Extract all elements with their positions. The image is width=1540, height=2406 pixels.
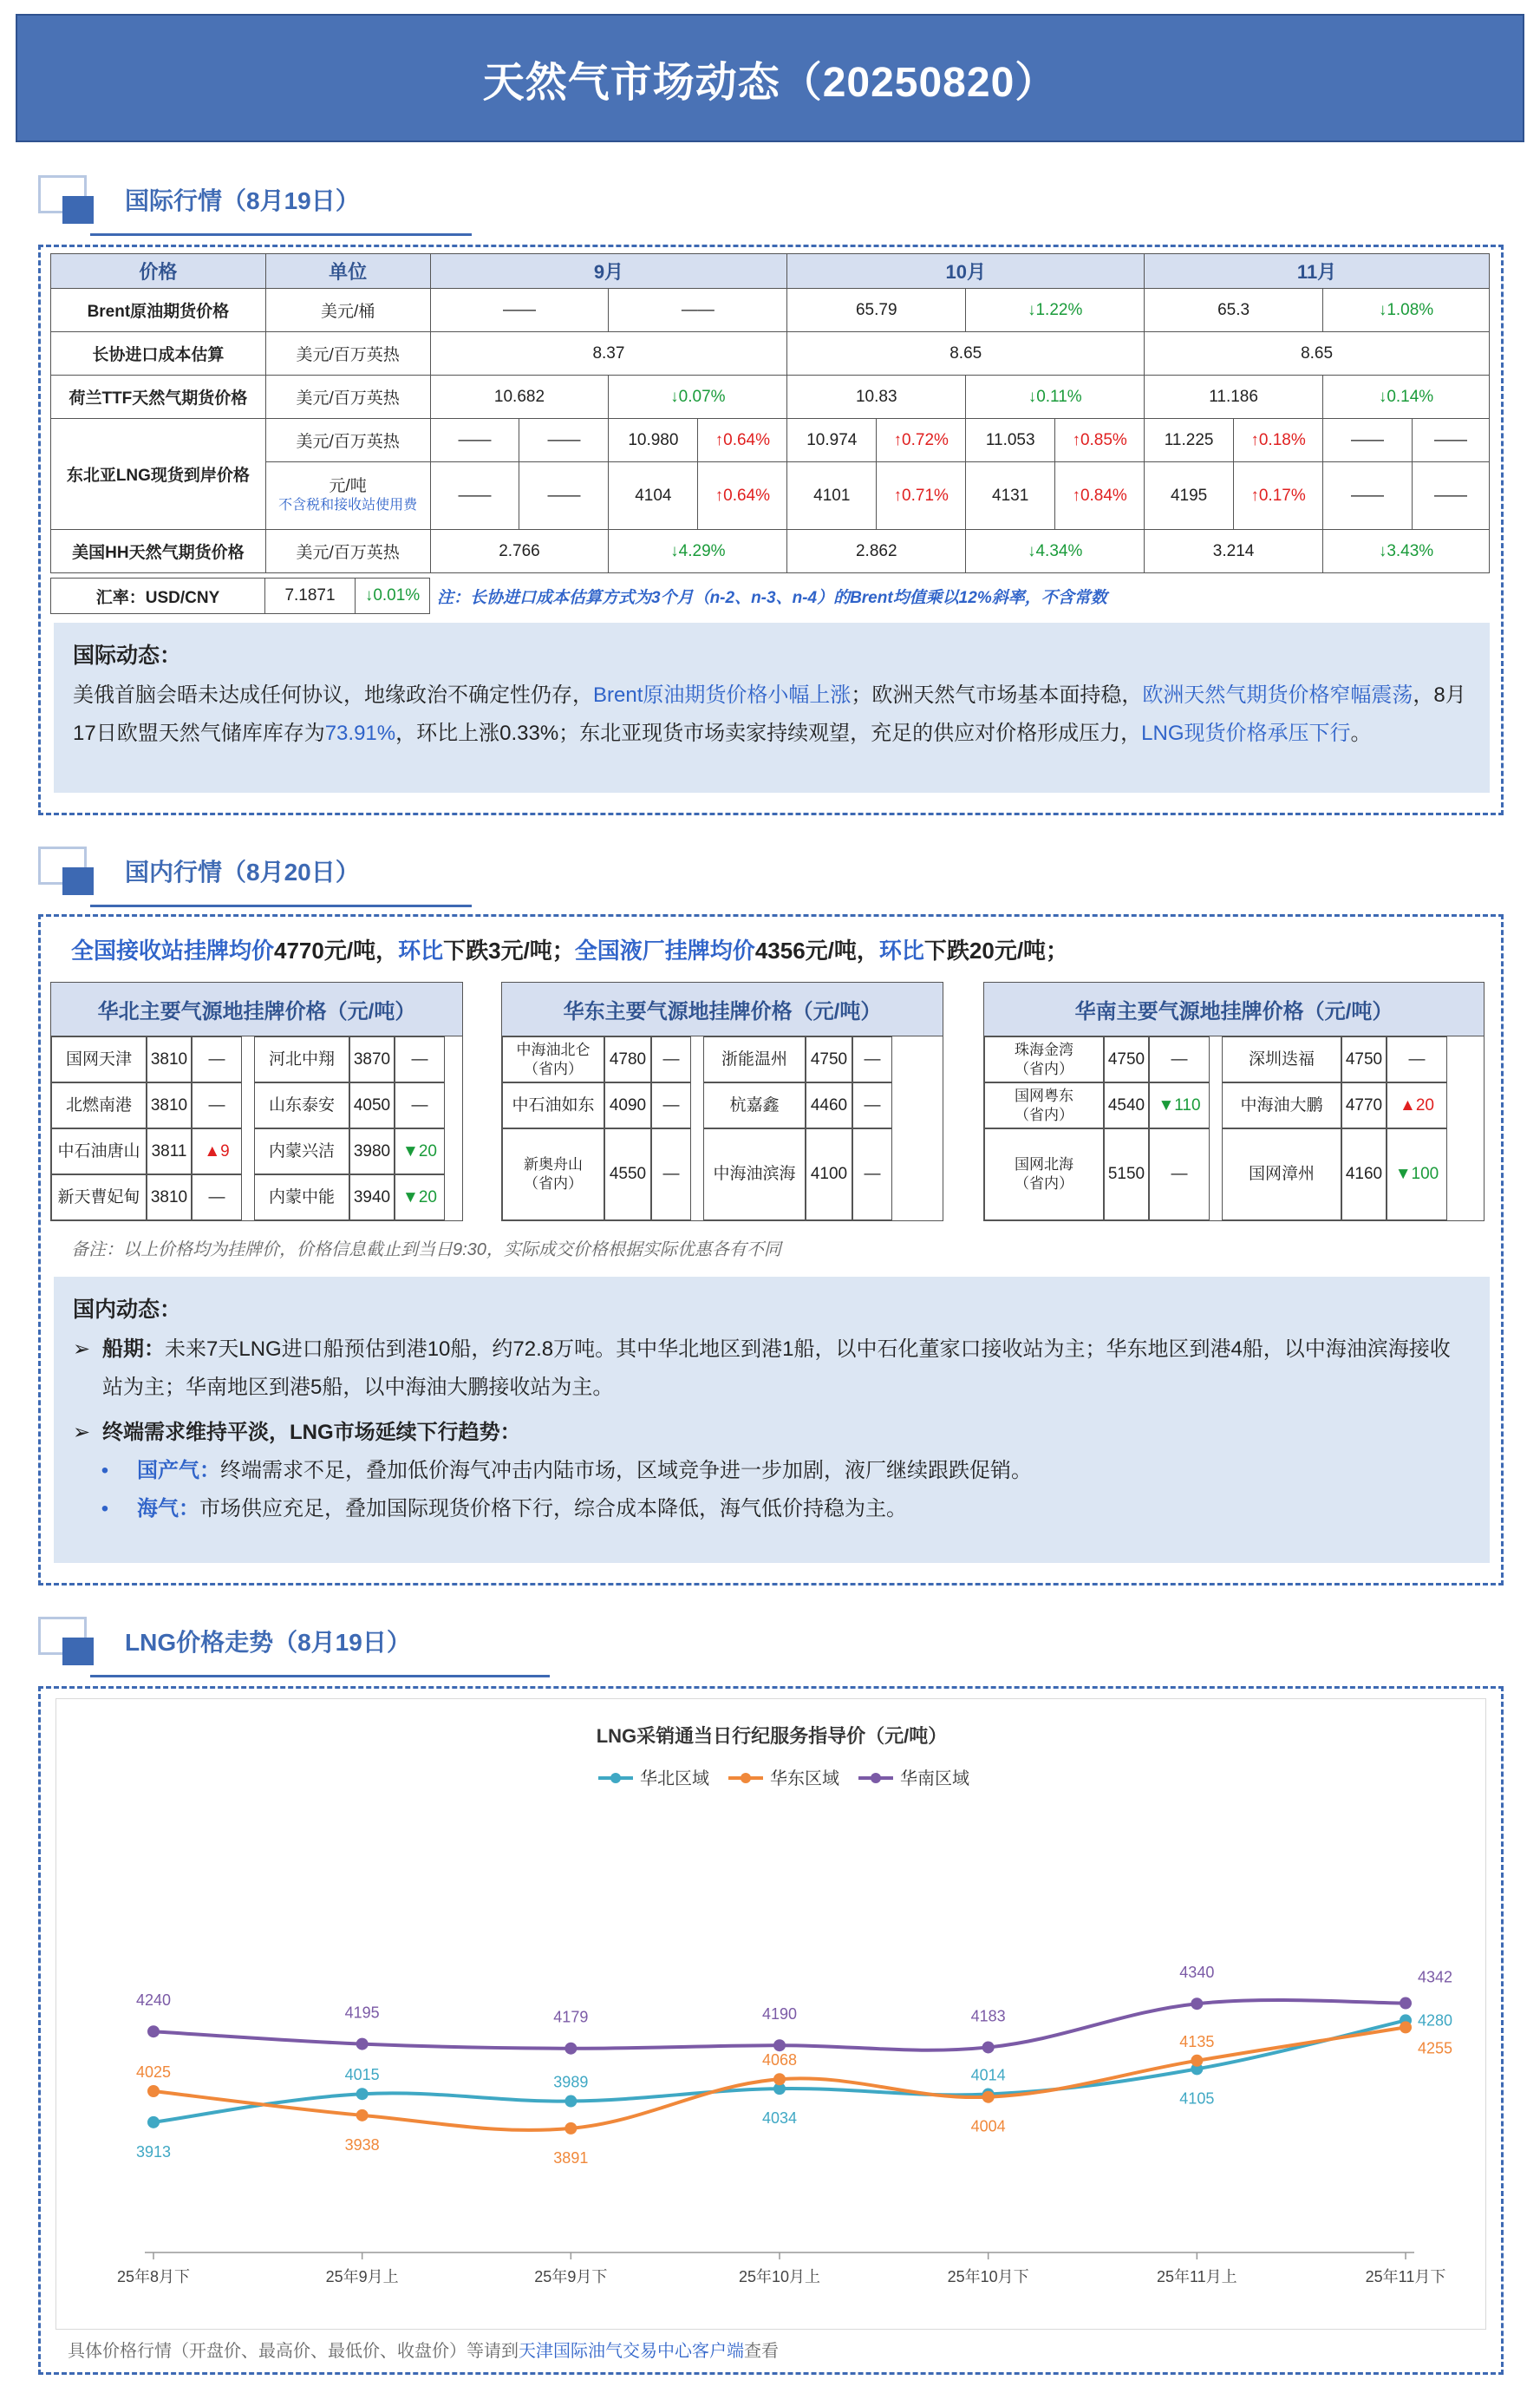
- change-cell: —: [192, 1082, 242, 1128]
- intl-news-head: 国际动态：: [73, 644, 182, 668]
- lng-price-chart: [56, 1699, 1487, 2331]
- unit-cell: [265, 462, 430, 530]
- chart-container: [55, 1698, 1486, 2330]
- bullet-body: 未来7天LNG进口船预估到港10船，约72.8万吨。其中华北地区到港1船，以中石化董家口接收站为主；华东地区到港4船，以中海油滨海接收站为主；华南地区到港5船，以中海油大鹏接收站为主。: [102, 1337, 1451, 1399]
- data-point: [982, 2091, 995, 2103]
- decor-square-filled: [62, 1638, 94, 1665]
- value-cell: 4101: [787, 462, 877, 530]
- unit-cell: 美元/百万英热: [265, 530, 430, 573]
- region-south-table: [983, 982, 1485, 1221]
- price-cell: 4160: [1341, 1128, 1387, 1220]
- change-cell: ↓4.34%: [966, 530, 1145, 573]
- x-tick-label: 25年9月上: [325, 2268, 399, 2285]
- x-tick-label: 25年11月上: [1156, 2268, 1237, 2285]
- data-point: [564, 2043, 577, 2055]
- value-cell: ——: [1323, 462, 1413, 530]
- data-point: [147, 2085, 160, 2097]
- summary-seg: 环比: [878, 938, 924, 964]
- change-cell: —: [1149, 1128, 1210, 1220]
- data-label: 3938: [344, 2135, 380, 2154]
- summary-seg: 环比: [398, 938, 444, 964]
- data-point: [356, 2038, 369, 2050]
- value-cell: ——: [1412, 419, 1489, 462]
- value-cell: 11.053: [966, 419, 1055, 462]
- data-point: [1191, 1997, 1203, 2010]
- change-cell: ↓4.29%: [609, 530, 787, 573]
- summary-seg: 全国液厂挂牌均价: [574, 938, 755, 964]
- section-header-domestic: [38, 847, 472, 907]
- source-name-cell: 浙能温州: [703, 1036, 806, 1082]
- change-cell: —: [395, 1036, 445, 1082]
- source-name-cell: 珠海金湾 （省内）: [984, 1036, 1104, 1082]
- change-cell: ↓3.43%: [1323, 530, 1490, 573]
- sub-bullet-text: [137, 1452, 1032, 1490]
- legend-label: 华北区域: [640, 1769, 709, 1788]
- data-label: 4183: [970, 2007, 1006, 2025]
- news-seg: ，8月17日欧盟天然气储库库存为: [73, 683, 1466, 745]
- unit-note: 不含税和接收站使用费: [278, 497, 418, 513]
- summary-seg: 全国接收站挂牌均价: [71, 938, 275, 964]
- price-cell: 4050: [349, 1082, 395, 1128]
- value-cell: 2.862: [787, 530, 966, 573]
- news-highlight: 73.91%: [324, 722, 396, 745]
- price-cell: 4780: [604, 1036, 651, 1082]
- change-cell: ▼20: [395, 1128, 445, 1174]
- source-name-cell: 中海油滨海: [703, 1128, 806, 1220]
- price-cell: 3870: [349, 1036, 395, 1082]
- value-cell: 8.65: [1145, 332, 1490, 376]
- region-east-table: [501, 982, 943, 1221]
- source-name-cell: 国网天津: [51, 1036, 147, 1082]
- change-cell: ↑0.17%: [1234, 462, 1323, 530]
- change-cell: —: [651, 1036, 691, 1082]
- data-label: 4190: [761, 2005, 798, 2024]
- change-cell: ↑0.64%: [698, 462, 787, 530]
- data-point: [356, 2088, 369, 2100]
- data-point: [1400, 2021, 1412, 2033]
- value-cell: ——: [430, 419, 519, 462]
- row-label: 荷兰TTF天然气期货价格: [51, 376, 266, 419]
- source-name-cell: 国网漳州: [1222, 1128, 1341, 1220]
- change-cell: —: [651, 1128, 691, 1220]
- data-label: 4014: [970, 2066, 1006, 2084]
- data-label: 4135: [1179, 2032, 1215, 2050]
- sub-bullet-body: 市场供应充足，叠加国际现货价格下行，综合成本降低，海气低价持稳为主。: [199, 1497, 907, 1520]
- table-row-longterm: [51, 332, 1490, 376]
- row-label: 美国HH天然气期货价格: [51, 530, 266, 573]
- change-cell: ▼110: [1149, 1082, 1210, 1128]
- col-header: 10月: [787, 254, 1145, 289]
- source-name-cell: 河北中翔: [254, 1036, 349, 1082]
- dot-bullet-icon: •: [101, 1459, 109, 1482]
- x-tick-label: 25年10月上: [738, 2268, 821, 2285]
- data-label: 4025: [135, 2063, 172, 2081]
- price-cell: 3810: [147, 1036, 192, 1082]
- change-cell: ↑0.72%: [877, 419, 966, 462]
- legend-label: 华南区域: [900, 1769, 969, 1788]
- section-title-trend: LNG价格走势（8月19日）: [125, 1629, 411, 1656]
- source-name-cell: 北燃南港: [51, 1082, 147, 1128]
- change-cell: ↑0.18%: [1234, 419, 1323, 462]
- change-cell: ↓1.08%: [1323, 289, 1490, 332]
- legend-label: 华东区域: [770, 1769, 839, 1788]
- section-header-intl: [38, 175, 472, 236]
- price-cell: 4460: [806, 1082, 852, 1128]
- source-name-cell: 中石油唐山: [51, 1128, 147, 1174]
- change-cell: —: [651, 1082, 691, 1128]
- value-cell: 65.3: [1145, 289, 1323, 332]
- value-cell: 4131: [966, 462, 1055, 530]
- data-point: [982, 2041, 995, 2053]
- data-label: 4105: [1179, 2089, 1215, 2108]
- value-cell: 10.682: [430, 376, 609, 419]
- legend-marker: [871, 1773, 881, 1783]
- foot-seg: 具体价格行情（开盘价、最高价、最低价、收盘价）等请到: [68, 2342, 519, 2361]
- source-name-cell: 内蒙兴洁: [254, 1128, 349, 1174]
- section-underline: [90, 233, 472, 236]
- news-highlight: 欧洲天然气期货价格窄幅震荡: [1142, 683, 1413, 707]
- value-cell: 65.79: [787, 289, 966, 332]
- change-cell: ↑0.84%: [1055, 462, 1145, 530]
- price-cell: 3810: [147, 1174, 192, 1220]
- region-title: 华南主要气源地挂牌价格（元/吨）: [984, 983, 1484, 1036]
- source-name-cell: 山东泰安: [254, 1082, 349, 1128]
- client-link[interactable]: 天津国际油气交易中心客户端: [519, 2342, 744, 2361]
- data-label: 4195: [344, 2004, 380, 2022]
- source-name-cell: 新天曹妃甸: [51, 1174, 147, 1220]
- bullet-text: [102, 1330, 1471, 1407]
- change-cell: —: [852, 1082, 892, 1128]
- bullet-title: 终端需求维持平淡，LNG市场延续下行趋势：: [102, 1421, 521, 1444]
- change-cell: —: [1149, 1036, 1210, 1082]
- value-cell: 2.766: [430, 530, 609, 573]
- change-cell: —: [852, 1036, 892, 1082]
- news-seg: ，环比上涨0.33%；东北亚现货市场卖家持续观望，充足的供应对价格形成压力，: [395, 722, 1142, 745]
- price-cell: 3940: [349, 1174, 395, 1220]
- summary-seg: 4770元/吨，: [274, 938, 399, 964]
- source-name-cell: 中海油大鹏: [1222, 1082, 1341, 1128]
- news-seg: 美俄首脑会晤未达成任何协议，地缘政治不确定性仍存，: [73, 683, 593, 707]
- change-cell: ↑0.64%: [698, 419, 787, 462]
- decor-square-filled: [62, 196, 94, 224]
- data-label: 4179: [553, 2008, 589, 2026]
- source-name-cell: 中海油北仑 （省内）: [502, 1036, 604, 1082]
- col-header: 单位: [265, 254, 430, 289]
- price-cell: 4550: [604, 1128, 651, 1220]
- fx-row: [50, 578, 1490, 614]
- decor-square-filled: [62, 867, 94, 895]
- value-cell: 8.65: [787, 332, 1145, 376]
- dot-bullet-icon: •: [101, 1497, 109, 1520]
- fx-change: ↓0.01%: [356, 578, 430, 614]
- bullet-item: [73, 1330, 1471, 1407]
- value-cell: 8.37: [430, 332, 787, 376]
- change-cell: ▲20: [1387, 1082, 1447, 1128]
- data-label: 4280: [1418, 2011, 1453, 2030]
- fx-note: 注：长协进口成本估算方式为3个月（n-2、n-3、n-4）的Brent均值乘以12%斜率，不含常数: [437, 588, 1107, 607]
- data-label: 4068: [761, 2051, 798, 2069]
- row-label: 东北亚LNG现货到岸价格: [51, 419, 266, 530]
- source-name-cell: 国网北海 （省内）: [984, 1128, 1104, 1220]
- source-name-cell: 深圳迭福: [1222, 1036, 1341, 1082]
- value-cell: ——: [1323, 419, 1413, 462]
- section-title-domestic: 国内行情（8月20日）: [125, 859, 360, 886]
- chart-title: LNG采销通当日行纪服务指导价（元/吨）: [596, 1725, 948, 1747]
- value-cell: ——: [1412, 462, 1489, 530]
- x-tick-label: 25年11月下: [1365, 2268, 1446, 2285]
- unit-text: 元/吨: [329, 476, 367, 495]
- arrow-bullet-icon: ➢: [73, 1421, 91, 1444]
- data-label: 3913: [135, 2142, 172, 2161]
- source-name-cell: 内蒙中能: [254, 1174, 349, 1220]
- value-cell: ——: [519, 419, 609, 462]
- x-tick-label: 25年10月下: [947, 2268, 1029, 2285]
- section-title-intl: 国际行情（8月19日）: [125, 187, 360, 214]
- price-cell: 3810: [147, 1082, 192, 1128]
- change-cell: ↑0.71%: [877, 462, 966, 530]
- summary-seg: 下跌3元/吨；: [443, 938, 575, 964]
- change-cell: ↓1.22%: [966, 289, 1145, 332]
- domestic-news-head: 国内动态：: [73, 1298, 182, 1322]
- price-cell: 4540: [1104, 1082, 1149, 1128]
- sub-bullet-text: [137, 1490, 907, 1528]
- sub-bullet-title: 海气：: [137, 1497, 199, 1520]
- unit-cell: 美元/百万英热: [265, 332, 430, 376]
- data-point: [1400, 1997, 1412, 2010]
- series-line-1: [153, 2020, 1406, 2122]
- change-cell: ▼100: [1387, 1128, 1447, 1220]
- data-point: [147, 2116, 160, 2128]
- bullet-item: [73, 1414, 1471, 1452]
- table-row-neasia-usd: [51, 419, 1490, 462]
- value-cell: ——: [609, 289, 787, 332]
- intl-news-text: [73, 677, 1471, 753]
- data-point: [1191, 2055, 1203, 2067]
- fx-label: 汇率：USD/CNY: [50, 578, 265, 614]
- price-cell: 4750: [806, 1036, 852, 1082]
- chart-footnote: [68, 2337, 779, 2362]
- value-cell: 11.225: [1145, 419, 1234, 462]
- news-highlight: LNG现货价格承压下行: [1141, 722, 1351, 745]
- value-cell: 4195: [1145, 462, 1234, 530]
- row-label: 长协进口成本估算: [51, 332, 266, 376]
- value-cell: 10.974: [787, 419, 877, 462]
- legend-marker: [741, 1773, 751, 1783]
- news-highlight: Brent原油期货价格小幅上涨: [593, 683, 852, 707]
- table-row-ttf: [51, 376, 1490, 419]
- change-cell: ↓0.07%: [609, 376, 787, 419]
- bullet-title: 船期：: [102, 1337, 165, 1361]
- data-point: [147, 2025, 160, 2037]
- price-cell: 4090: [604, 1082, 651, 1128]
- section-underline: [90, 1675, 550, 1677]
- data-label: 4342: [1418, 1968, 1453, 1986]
- price-cell: 4750: [1341, 1036, 1387, 1082]
- data-label: 4255: [1418, 2039, 1453, 2057]
- region-title: 华北主要气源地挂牌价格（元/吨）: [51, 983, 462, 1036]
- x-tick-label: 25年9月下: [534, 2268, 608, 2285]
- region-title: 华东主要气源地挂牌价格（元/吨）: [502, 983, 943, 1036]
- change-cell: —: [192, 1036, 242, 1082]
- price-cell: 3980: [349, 1128, 395, 1174]
- value-cell: 10.83: [787, 376, 966, 419]
- news-seg: 。: [1350, 722, 1372, 745]
- value-cell: ——: [430, 289, 609, 332]
- price-cell: 3811: [147, 1128, 192, 1174]
- value-cell: 4104: [609, 462, 698, 530]
- change-cell: —: [192, 1174, 242, 1220]
- fx-value: 7.1871: [265, 578, 356, 614]
- data-point: [773, 2073, 786, 2085]
- table-header-row: [51, 254, 1490, 289]
- table-row-neasia-cny: [51, 462, 1490, 530]
- table-row-hh: [51, 530, 1490, 573]
- value-cell: ——: [430, 462, 519, 530]
- change-cell: ↑0.85%: [1055, 419, 1145, 462]
- data-point: [564, 2095, 577, 2108]
- change-cell: ▲9: [192, 1128, 242, 1174]
- price-cell: 4100: [806, 1128, 852, 1220]
- data-label: 4004: [970, 2117, 1006, 2135]
- change-cell: ▼20: [395, 1174, 445, 1220]
- data-point: [356, 2109, 369, 2122]
- change-cell: ↓0.11%: [966, 376, 1145, 419]
- unit-cell: 美元/桶: [265, 289, 430, 332]
- news-seg: ；欧洲天然气市场基本面持稳，: [851, 683, 1143, 707]
- summary-seg: 4356元/吨，: [754, 938, 879, 964]
- data-label: 4034: [761, 2109, 798, 2128]
- price-cell: 4750: [1104, 1036, 1149, 1082]
- price-remark: 备注：以上价格均为挂牌价，价格信息截止到当日9:30，实际成交价格根据实际优惠各有不同: [71, 1240, 781, 1259]
- intl-price-table: [50, 253, 1490, 573]
- unit-cell: 美元/百万英热: [265, 419, 430, 462]
- source-name-cell: 杭嘉鑫: [703, 1082, 806, 1128]
- sub-bullet-item: [73, 1490, 1471, 1528]
- source-name-cell: 中石油如东: [502, 1082, 604, 1128]
- title-bar: [16, 14, 1524, 142]
- change-cell: ↓0.14%: [1323, 376, 1490, 419]
- arrow-bullet-icon: ➢: [73, 1337, 91, 1361]
- data-point: [773, 2039, 786, 2051]
- row-label: Brent原油期货价格: [51, 289, 266, 332]
- x-tick-label: 25年8月下: [116, 2268, 191, 2285]
- table-row-brent: [51, 289, 1490, 332]
- section-header-trend: [38, 1617, 558, 1677]
- col-header: 价格: [51, 254, 266, 289]
- sub-bullet-body: 终端需求不足，叠加低价海气冲击内陆市场，区域竞争进一步加剧，液厂继续跟跌促销。: [220, 1459, 1032, 1482]
- value-cell: ——: [519, 462, 609, 530]
- data-label: 3891: [553, 2148, 589, 2167]
- domestic-news-box: [54, 1277, 1490, 1563]
- value-cell: 10.980: [609, 419, 698, 462]
- source-name-cell: 新奥舟山 （省内）: [502, 1128, 604, 1220]
- domestic-summary: [71, 933, 1068, 965]
- data-label: 4015: [344, 2066, 380, 2084]
- intl-news-box: [54, 623, 1490, 793]
- change-cell: —: [395, 1082, 445, 1128]
- data-label: 3989: [553, 2073, 589, 2091]
- value-cell: 3.214: [1145, 530, 1323, 573]
- summary-seg: 下跌20元/吨；: [923, 938, 1069, 964]
- foot-seg: 查看: [744, 2342, 779, 2361]
- region-north-table: [50, 982, 463, 1221]
- value-cell: 11.186: [1145, 376, 1323, 419]
- sub-bullet-item: [73, 1452, 1471, 1490]
- data-point: [564, 2122, 577, 2135]
- page-title: 天然气市场动态（20250820）: [482, 59, 1058, 106]
- col-header: 9月: [430, 254, 787, 289]
- col-header: 11月: [1145, 254, 1490, 289]
- data-label: 4240: [135, 1991, 172, 2010]
- price-cell: 4770: [1341, 1082, 1387, 1128]
- source-name-cell: 国网粤东 （省内）: [984, 1082, 1104, 1128]
- unit-cell: 美元/百万英热: [265, 376, 430, 419]
- legend-marker: [610, 1773, 621, 1783]
- change-cell: —: [1387, 1036, 1447, 1082]
- change-cell: —: [852, 1128, 892, 1220]
- sub-bullet-title: 国产气：: [137, 1459, 220, 1482]
- section-underline: [90, 905, 472, 907]
- data-label: 4340: [1179, 1964, 1215, 1982]
- price-cell: 5150: [1104, 1128, 1149, 1220]
